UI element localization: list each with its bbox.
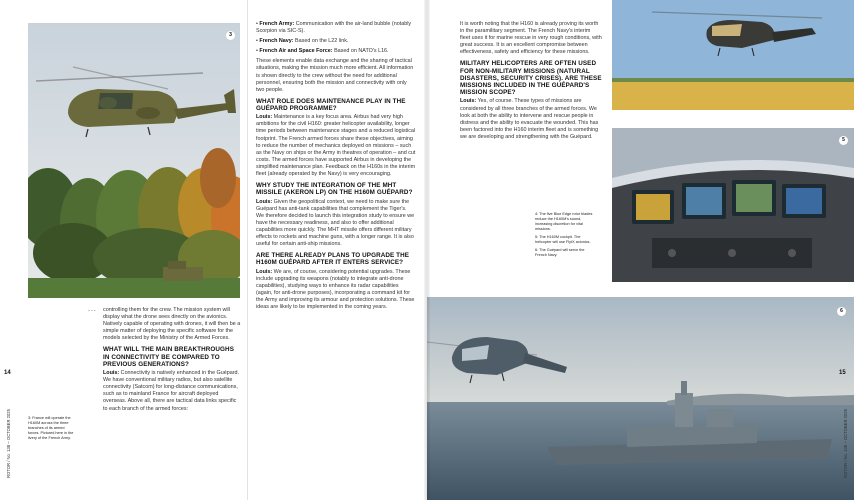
navy-helicopter-photo [427, 297, 854, 500]
bullet-text: Communication with the air-land bubble (notably Scorpion via SIC-S). [256, 21, 412, 35]
speaker-label: Louis: [256, 268, 273, 275]
photo-number-badge: 6 [837, 307, 846, 316]
bullet-text: Based on the L22 link. [293, 38, 349, 45]
caption-6: 6: The Guépard will serve the French Navy. [535, 248, 585, 257]
answer-text: Connectivity is natively enhanced in the Guépard. We have conventional military radios, but also satellite connectivity (Satcom) for long-distance communications, such as to mainland France for aircraft deployed overseas. Above all, there are tactical data links specific to each branch of the armed forces: [103, 370, 240, 412]
answer-text: Yes, of course. These types of missions are considered by all three branches of the armed forces. We look at both the ability to intervene and rescue people in distress and the ability to evacuate the wounded. This has been factored into the H160 interim fleet and is something we are developing and strengthening with the Guépard. [460, 98, 599, 140]
paragraph-paramilitary: It is worth noting that the H160 is already proving its worth in the paramilitary segment. The French Navy's interim fleet uses it for marine rescue in very rough conditions, with great success. It is an excellent compromise between effectiveness, safety and efficiency for these missions. [460, 21, 602, 56]
army-helicopter-photo [28, 23, 240, 298]
page-gutter [424, 0, 430, 500]
bullet-army: • French Army: Communication with the air-land bubble (notably Scorpion via SIC-S). [256, 21, 412, 35]
continuation-marker: ... [88, 306, 97, 313]
paragraph-intro: controlling them for the crew. The mission system will display what the drone sees directly on the avionics. Natively capable of operating with drones, it will then be a simple matter of deploying the specific software for the models selected by the Ministry of the Armed Forces. [103, 307, 241, 342]
speaker-label: Louis: [460, 98, 477, 105]
question-heading-missile: WHY STUDY THE INTEGRATION OF THE MHT MISSILE (AKERON LP) ON THE H160M GUÉPARD? [256, 182, 413, 197]
army-helicopter-image [28, 23, 240, 298]
photo-captions [535, 212, 593, 261]
paragraph-non-military [460, 98, 602, 141]
photo-caption: 3: France will operate the H160M across the three branches of its armed forces. Pictured here in the livery of the French Army. [28, 416, 74, 440]
question-heading-maintenance: WHAT ROLE DOES MAINTENANCE PLAY IN THE GUÉPARD PROGRAMME? [256, 97, 406, 113]
question-heading-non-military: MILITARY HELICOPTERS ARE OFTEN USED FOR NON-MILITARY MISSIONS (NATURAL DISASTERS, SECURITY CRISES). ARE THESE MISSIONS INCLUDED IN THE GUÉPARD'S MISSION SCOPE? [460, 60, 602, 97]
bullet-text: Based on NATO's L16. [332, 48, 389, 55]
folio: ROTOR / No. 138 – OCTOBER 2025 [6, 409, 11, 478]
cockpit-image [612, 128, 854, 282]
photo-number-badge: 3 [226, 31, 235, 40]
answer-text: Given the geopolitical context, we need to make sure the Guépard has anti-tank capabilities that complement the Tiger's. We therefore decided to launch this integration study to ensure we have the necessary readiness, and also to offer additional capabilities more quickly. The MHT missile offers different military effects to rockets and machine guns, with a longer range. It is also useful for certain anti-ship missions. [256, 198, 415, 248]
speaker-label: Louis: [103, 370, 120, 377]
right-page [427, 0, 854, 500]
cockpit-photo [612, 128, 854, 282]
field-helicopter-photo [612, 0, 854, 110]
caption-4: 4: The five Blue Edge rotor blades reduce the H160M's sound, increasing discretion for vital missions. [535, 212, 593, 231]
paragraph-connectivity [103, 370, 241, 413]
question-heading-connectivity: WHAT WILL THE MAIN BREAKTHROUGHS IN CONNECTIVITY BE COMPARED TO PREVIOUS GENERATIONS? [103, 346, 234, 368]
bullet-lead: French Army: [259, 21, 295, 27]
navy-helicopter-image [427, 297, 854, 500]
field-helicopter-image [612, 0, 854, 110]
bullet-lead: French Navy: [259, 38, 294, 45]
paragraph-upgrades [256, 269, 416, 312]
bullet-air-force: • French Air and Space Force: Based on NATO's L16. [256, 48, 389, 55]
paragraph-missile [256, 199, 416, 249]
page-number: 15 [839, 370, 846, 376]
question-heading-upgrades: ARE THERE ALREADY PLANS TO UPGRADE THE H160M GUÉPARD AFTER IT ENTERS SERVICE? [256, 252, 410, 267]
article-column-3 [460, 21, 602, 144]
folio: ROTOR / No. 138 – OCTOBER 2025 [843, 409, 848, 478]
paragraph-data-exchange: These elements enable data exchange and the sharing of tactical situations, making the mission much more efficient. All information is shown directly to the crew without the need for additional personnel, ensuring both the mission and connectivity with only two people. [256, 58, 414, 93]
speaker-label: Louis: [256, 198, 273, 205]
speaker-label: Louis: [256, 114, 273, 121]
bullet-lead: French Air and Space Force: [259, 48, 333, 55]
article-column-1 [103, 307, 241, 416]
answer-text: Maintenance is a key focus area. Airbus had very high ambitions for the civil H160: greater helicopter availability, longer time periods between maintenance stages and a reduced logistical footprint. The French armed forces share these objectives, aiming to reduce the number of mechanics deployed on missions – such as the Navy on ships or the Army in theatres of operation – and cut costs. The armed forces have supported Airbus in developing the simplified maintenance plan. Feedback on the H160s in the interim fleet (already operated by the Navy) is very encouraging. [256, 114, 416, 177]
answer-text: We are, of course, considering potential upgrades. These include upgrading its weapons (notably to integrate anti-drone capabilities), studying ways to enhance its radar capabilities (again, for anti-drone purposes), incorporating a command kit for the Army and improving its armour and protection solutions. These ideas are likely to be implemented in the coming years. [256, 268, 415, 311]
article-column-2 [256, 21, 416, 314]
caption-5: 5: The H160M cockpit. The helicopter will use FlytX avionics. [535, 235, 591, 244]
paragraph-maintenance [256, 114, 416, 178]
page-number: 14 [4, 370, 11, 376]
column-rule [247, 0, 248, 500]
photo-number-badge: 5 [839, 136, 848, 145]
bullet-navy: • French Navy: Based on the L22 link. [256, 38, 349, 45]
